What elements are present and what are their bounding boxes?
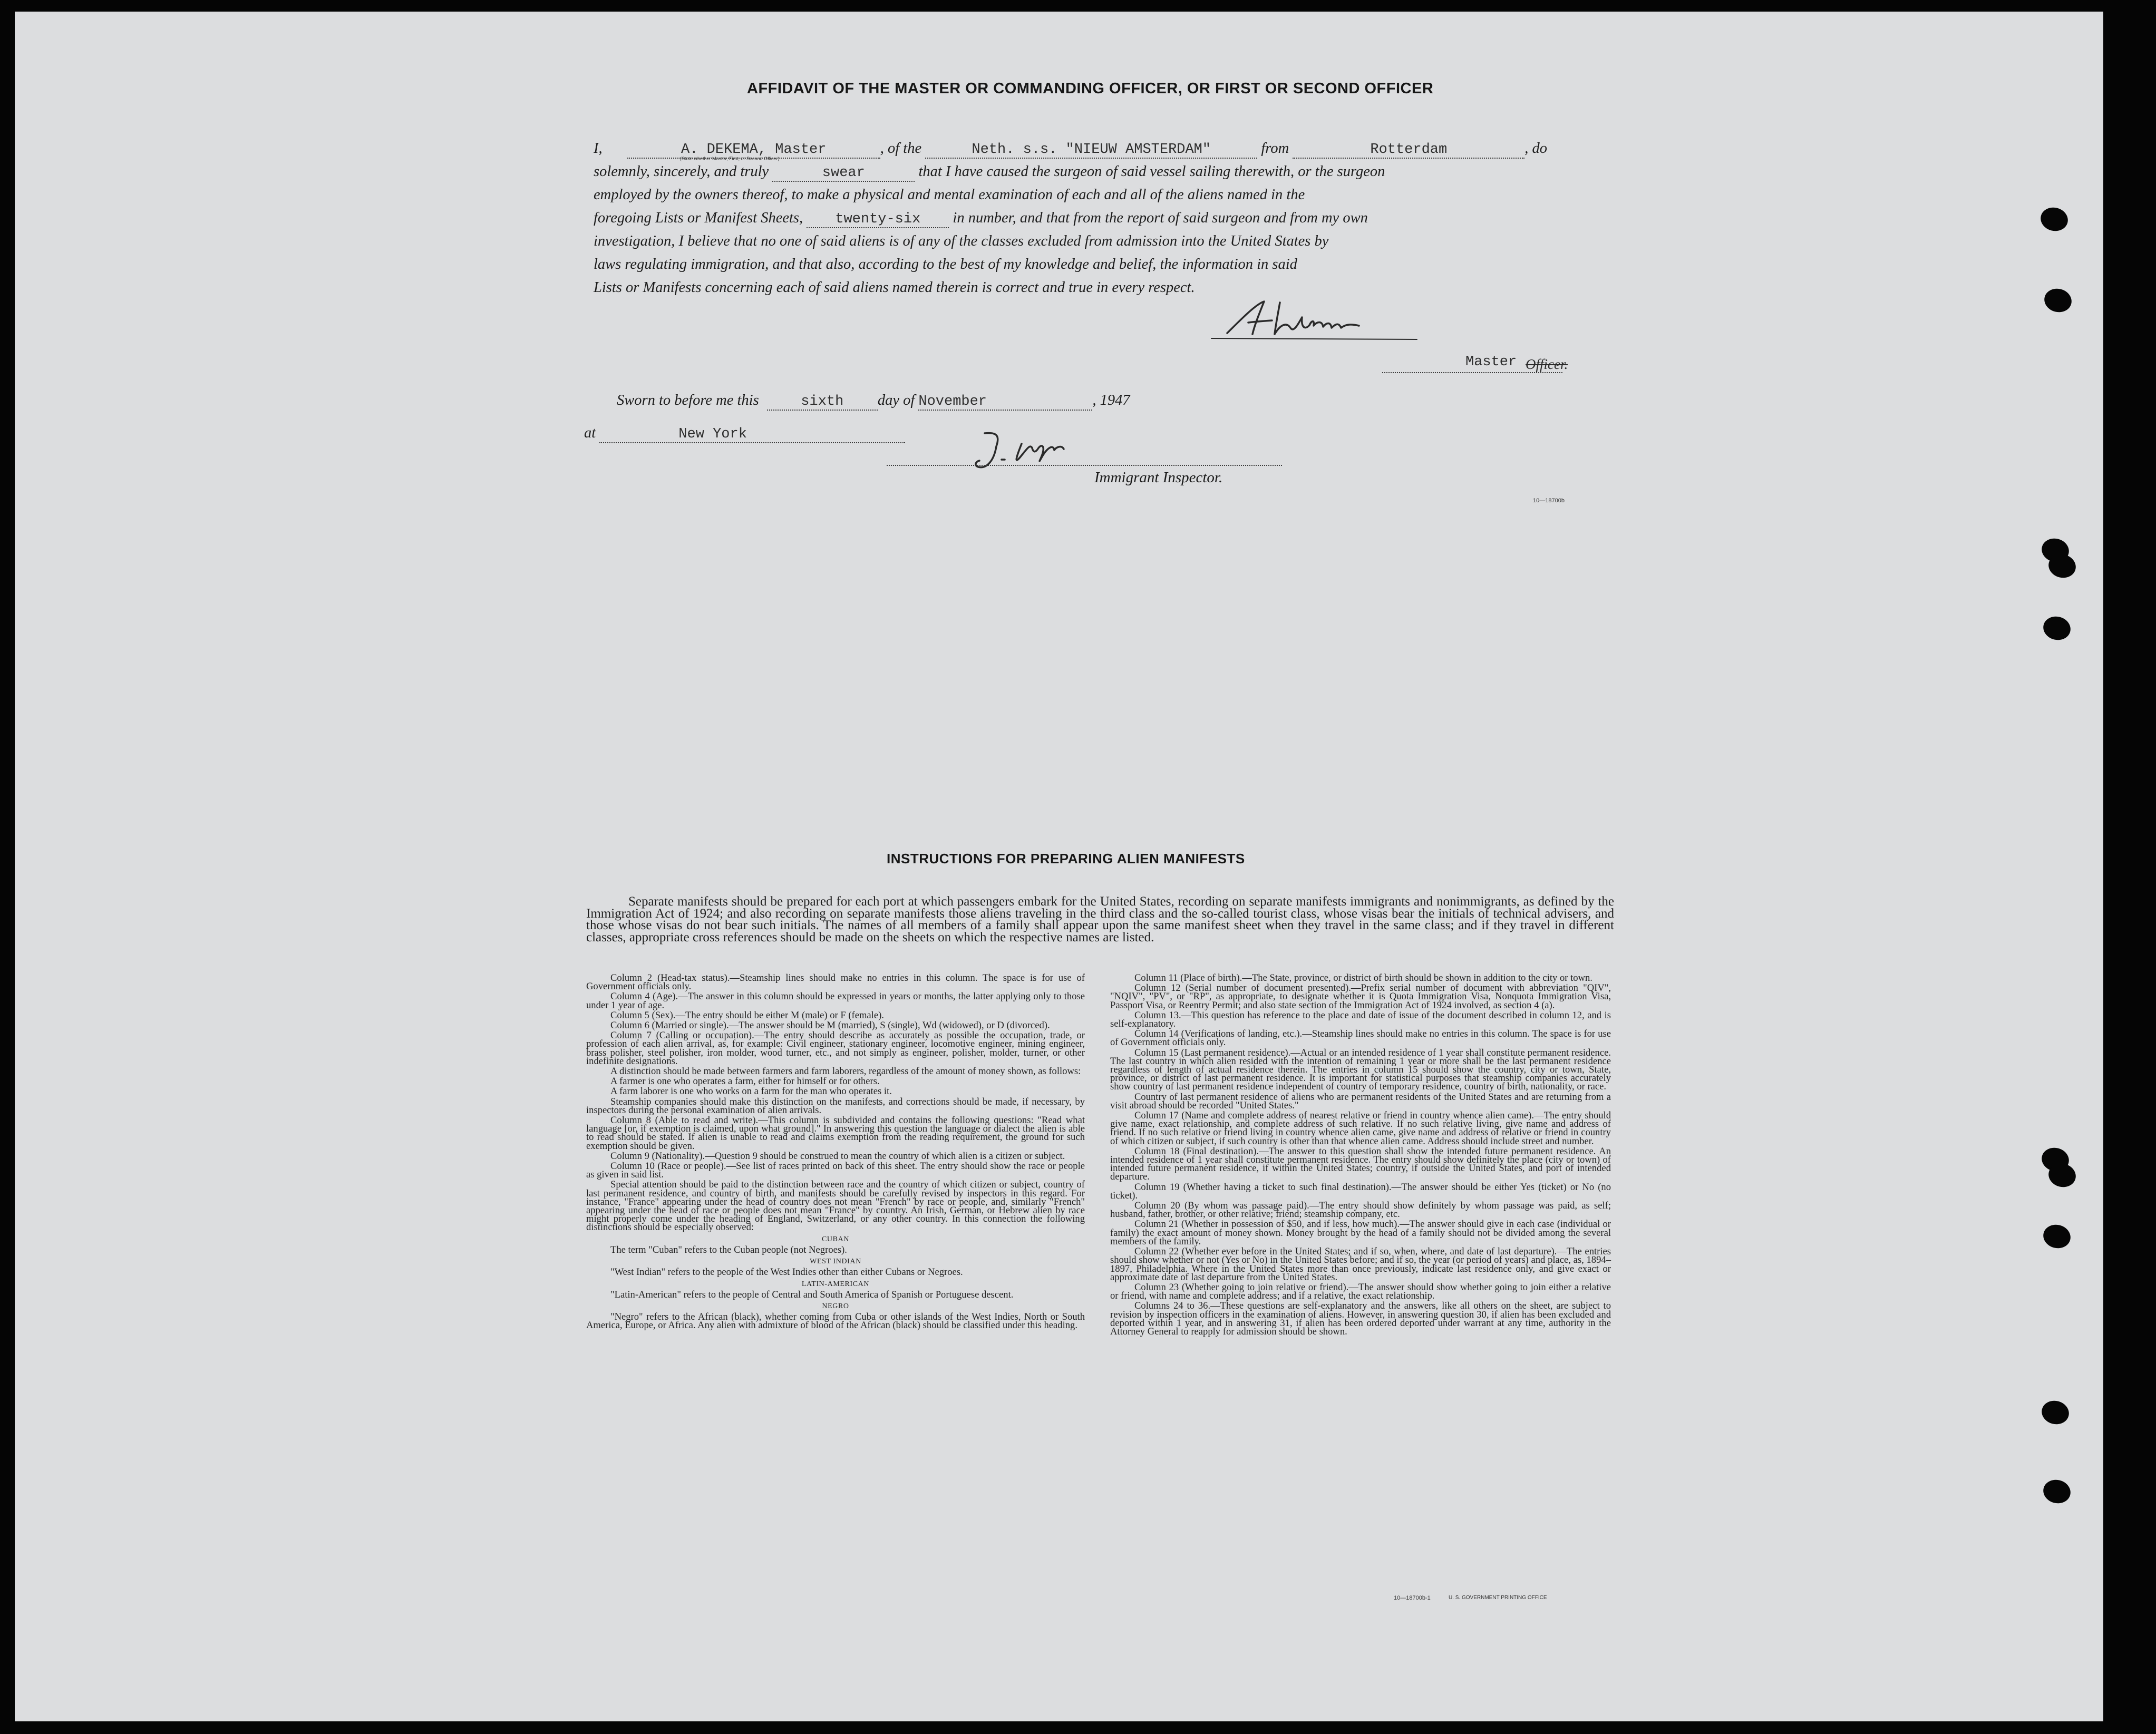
at-word: at xyxy=(584,425,596,441)
left-paragraph: A farmer is one who operates a farm, either for himself or for others. xyxy=(610,1076,880,1087)
right-paragraph: Column 17 (Name and complete address of nearest relative or friend in country whence alien came).—The entry should give name, exact relationship, and complete address of such relative. If no such relative living, give name and address of friend. If no such relative or friend living in country whence alien came, give name and address of relative or friend in country of which citizen or subject, if such country is other than that whence alien came. Address should include street and number. xyxy=(1110,1110,1611,1147)
left-paragraph: Column 2 (Head-tax status).—Steamship lines should make no entries in this column. The space is for use of Government officials only. xyxy=(586,972,1085,992)
intro-paragraph: Separate manifests should be prepared for each port at which passengers embark for the United States, recording on separate manifests immigrants and nonimmigrants, as defined by the Immigration Act of 1924; and also recording on separate manifests those aliens traveling in the third class and the so-called tourist class, whose visas bear the initials of technical advisers, and those whose visas do not bear such initials. The names of all members of a family shall appear upon the same manifest sheet when they travel in the same class; and if they travel in different classes, appropriate cross references should be made on the sheets on which the respective names are listed. xyxy=(586,894,1614,944)
sheet-count-field: twenty-six xyxy=(807,211,949,228)
left-paragraph: A farm laborer is one who works on a farm for the man who operates it. xyxy=(610,1086,892,1097)
sworn-lead: Sworn to before me this xyxy=(617,392,759,408)
right-paragraph: Column 13.—This question has reference to the place and date of issue of the document described in column 12, and is self-explanatory. xyxy=(1110,1009,1611,1030)
left-column xyxy=(586,974,1085,1332)
right-paragraph: Column 20 (By whom was passage paid).—The entry should show definitely by whom passage was paid, as self; husband, father, brother, or other relative; friend; steamship company, etc. xyxy=(1110,1200,1611,1220)
left-paragraph: Column 5 (Sex).—The entry should be either M (male) or F (female). xyxy=(610,1009,884,1021)
race-definition: The term "Cuban" refers to the Cuban people (not Negroes). xyxy=(610,1244,847,1255)
word-solemnly: solemnly, sincerely, and truly xyxy=(594,163,769,180)
right-paragraph: Column 12 (Serial number of document presented).—Prefix serial number of document with abbreviation "QIV", "NQIV", "PV", or "RP", as appropriate, to designate whether it is Quota Immigration Visa, Nonquota Immigration Visa, Passport Visa, or Reentry Permit; and also state section of the Immigration Act of 1924 involved, as section 4 (a). xyxy=(1110,982,1611,1011)
affidavit-line-3: employed by the owners thereof, to make a physical and mental examination of each and all of the aliens named in the xyxy=(594,187,1305,203)
affidavit-line-6: laws regulating immigration, and that also, according to the best of my knowledge and belief, the information in said xyxy=(594,256,1297,272)
instructions-intro xyxy=(586,896,1614,943)
footer-form-number: 10—18700b-1 xyxy=(1394,1595,1431,1601)
word-of-the: , of the xyxy=(880,140,922,157)
left-paragraph: Column 4 (Age).—The answer in this column should be expressed in years or months, the latter applying only to those under 1 year of age. xyxy=(586,991,1085,1011)
left-paragraph: Column 10 (Race or people).—See list of races printed on back of this sheet. The entry should show the race or people as given in said list. xyxy=(586,1161,1085,1181)
race-definition: "West Indian" refers to the people of the West Indies other than either Cubans or Negroes. xyxy=(610,1267,963,1278)
race-heading: WEST INDIAN xyxy=(810,1258,861,1266)
master-name-field: A. DEKEMA, Master xyxy=(627,142,880,159)
paper-sheet xyxy=(15,12,2103,1721)
left-paragraph: Column 7 (Calling or occupation).—The entry should describe as accurately as possible the occupation, trade, or profession of each alien arrival, as, for example: Civil engineer, stationary engineer, locomotive engineer, mining engineer, brass polisher, steel polisher, iron molder, wood turner, etc., and not simply as engineer, polisher, molder, turner, or other indefinite designations. xyxy=(586,1030,1085,1067)
word-do: , do xyxy=(1524,140,1548,157)
affidavit-line-2 xyxy=(594,160,1385,183)
right-paragraph: Country of last permanent residence of aliens who are permanent residents of the United States and are returning from a visit abroad should be recorded "United States." xyxy=(1110,1091,1611,1111)
race-definition: "Latin-American" refers to the people of Central and South America of Spanish or Portuguese descent. xyxy=(610,1289,1014,1300)
master-title: Master xyxy=(1465,354,1517,370)
race-heading: CUBAN xyxy=(821,1235,849,1243)
affidavit-line-7: Lists or Manifests concerning each of said aliens named therein is correct and true in every respect. xyxy=(594,279,1195,296)
word-foregoing: foregoing Lists or Manifest Sheets, xyxy=(594,210,803,226)
day-field: sixth xyxy=(767,394,878,411)
scan-border-right xyxy=(2103,0,2156,1734)
punch-hole xyxy=(2041,1222,2073,1251)
inspector-title: Immigrant Inspector. xyxy=(1094,469,1223,486)
left-paragraph: Column 9 (Nationality).—Question 9 should be construed to mean the country of which alien is a citizen or subject. xyxy=(610,1150,1065,1162)
affidavit-title: AFFIDAVIT OF THE MASTER OR COMMANDING OFFICER, OR FIRST OR SECOND OFFICER xyxy=(747,80,1434,97)
right-paragraph: Column 23 (Whether going to join relative or friend).—The answer should show whether going to join either a relative or friend, with name and complete address; and if a relative, the exact relationship. xyxy=(1110,1281,1611,1302)
right-column xyxy=(1110,974,1611,1338)
inspector-signature-line xyxy=(887,465,1282,466)
port-field: Rotterdam xyxy=(1293,142,1524,159)
master-signature xyxy=(1206,296,1427,344)
scan-border-left xyxy=(0,0,15,1734)
right-paragraph: Column 11 (Place of birth).—The State, province, or district of birth should be shown in addition to the city or town. xyxy=(1134,972,1592,983)
scan-border-top xyxy=(0,0,2156,12)
year-field: , 1947 xyxy=(1092,392,1130,408)
scan-border-bottom xyxy=(0,1721,2156,1734)
punch-hole xyxy=(2038,204,2070,233)
punch-hole xyxy=(2041,1477,2073,1506)
right-paragraph: Column 18 (Final destination).—The answer to this question shall show the intended future permanent residence. An intended residence of 1 year shall constitute permanent residence. The entry should show definitely the place (city or town) of intended future permanent residence, if within the United States; country, if outside the United States, and port of intended departure. xyxy=(1110,1145,1611,1183)
right-paragraph: Column 22 (Whether ever before in the United States; and if so, when, where, and date of last departure).—The entries should show whether or not (Yes or No) in the United States before; and if so, the year (or period of years) and place, as, 1894–1897, Philadelphia. Where in the United States more than once previously, indicate last residence only, and give exact or approximate date of last departure from the United States. xyxy=(1110,1246,1611,1283)
word-from: from xyxy=(1261,140,1289,157)
left-paragraph: Column 6 (Married or single).—The answer should be M (married), S (single), Wd (widowed), or D (divorced). xyxy=(610,1020,1050,1031)
left-paragraph: Column 8 (Able to read and write).—This column is subdivided and contains the following questions: "Read what language [or, if exemption is claimed, upon what ground]." In answering this question the language or dialect the alien is able to read should be stated. If alien is unable to read and claims exemption from the reading requirement, the ground for such exemption should be given. xyxy=(586,1115,1085,1152)
punch-hole xyxy=(2042,286,2074,315)
line-2-text: that I have caused the surgeon of said vessel sailing therewith, or the surgeon xyxy=(918,163,1385,180)
line-4-text: in number, and that from the report of said surgeon and from my own xyxy=(953,210,1368,226)
race-heading: LATIN-AMERICAN xyxy=(801,1280,870,1288)
vessel-field: Neth. s.s. "NIEUW AMSTERDAM" xyxy=(925,142,1257,159)
right-paragraph: Columns 24 to 36.—These questions are self-explanatory and the answers, like all others on the sheet, are subject to revision by inspection officers in the examination of aliens. However, in answering question 30, if alien has been excluded and deported within 1 year, and in answering 31, if alien has been ordered deported under warrant at any time, authority in the Attorney General to reapply for admission should be shown. xyxy=(1110,1300,1611,1337)
form-number: 10—18700b xyxy=(1533,498,1565,504)
affidavit-line-4 xyxy=(594,207,1368,230)
instructions-title: INSTRUCTIONS FOR PREPARING ALIEN MANIFESTS xyxy=(887,851,1245,866)
word-i: I, xyxy=(594,140,603,157)
day-word: day of xyxy=(877,392,915,408)
place-line xyxy=(584,422,905,445)
race-definition: "Negro" refers to the African (black), whether coming from Cuba or other islands of the West Indies, North or South America, Europe, or Africa. Any alien with admixture of blood of the African (black) should be classified under this heading. xyxy=(586,1311,1085,1331)
right-paragraph: Column 15 (Last permanent residence).—Actual or an intended residence of 1 year shall constitute permanent residence. The last country in which alien resided with the intention of remaining 1 year or more shall be the last permanent residence regardless of length of actual residence therein. The entries in column 15 should show the country, city or town, State, province, or district of last permanent residence. It is important for statistical purposes that steamship companies accurately show country of last permanent residence independent of country of temporary residence, country of birth, nationality, or race. xyxy=(1110,1047,1611,1093)
month-field: November xyxy=(918,394,1092,411)
right-paragraph: Column 19 (Whether having a ticket to such final destination).—The answer should be either Yes (ticket) or No (no ticket). xyxy=(1110,1181,1611,1201)
left-paragraph: A distinction should be made between farmers and farm laborers, regardless of the amount of money shown, as follows: xyxy=(610,1066,1081,1077)
left-paragraph: Special attention should be paid to the distinction between race and the country of which citizen or subject, country of last permanent residence, and country of birth, and manifests should be carefully revised by inspectors in this regard. For instance, "France" appearing under the head of country does not mean "French" by race or people, and, similarly "French" appearing under the head of race or people does not mean "France" by country. An Irish, German, or Hebrew alien by race might properly come under the heading of England, Switzerland, or any other country. In this connection the following distinctions should be especially observed: xyxy=(586,1179,1085,1233)
race-heading: NEGRO xyxy=(822,1302,849,1310)
right-paragraph: Column 21 (Whether in possession of $50, and if less, how much).—The answer should give in each case (individual or family) the exact amount of money shown. Money brought by the head of a family should not be divided among the several members of the family. xyxy=(1110,1219,1611,1247)
punch-hole xyxy=(2039,1398,2071,1427)
sworn-line xyxy=(617,389,1130,412)
affidavit-line-5: investigation, I believe that no one of said aliens is of any of the classes excluded from admission into the United States by xyxy=(594,233,1329,249)
oath-field: swear xyxy=(772,165,915,182)
punch-hole xyxy=(2041,613,2073,642)
rank-hint: (State whether Master, First, or Second Officer) xyxy=(680,156,780,161)
left-paragraph: Steamship companies should make this distinction on the manifests, and corrections should be made, if necessary, by inspectors during the personal examination of alien arrivals. xyxy=(586,1096,1085,1116)
officer-word: Officer. xyxy=(1526,356,1568,372)
place-field: New York xyxy=(599,426,905,443)
footer-printer: U. S. GOVERNMENT PRINTING OFFICE xyxy=(1449,1595,1547,1601)
right-paragraph: Column 14 (Verifications of landing, etc.).—Steamship lines should make no entries in this column. The space is for use of Government officials only. xyxy=(1110,1028,1611,1048)
